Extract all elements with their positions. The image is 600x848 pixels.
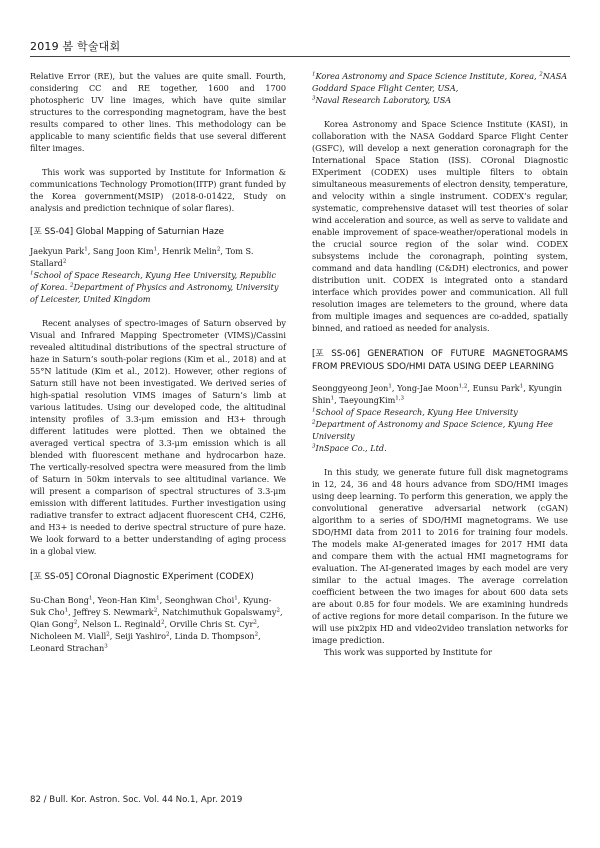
affil-sup: 2 — [312, 419, 316, 426]
author-sup: 2 — [253, 619, 257, 626]
author: Nelson L. Reginald — [82, 619, 161, 629]
affil-sup: 3 — [312, 443, 316, 450]
author: Yong-Jae Moon — [397, 383, 459, 393]
author: Jeffrey S. Newmark — [73, 607, 154, 617]
affiliation-1: School of Space Research, Kyung Hee University — [315, 407, 518, 417]
author: Natchimuthuk Gopalswamy — [162, 607, 277, 617]
author-list-ss06: Seonggyeong Jeon$^1$, Yong-Jae Moon$^{1,2}$, Eunsu Park$^1$, Kyungin Shin$^1$, TaeyoungKim$^{1,3}$ — [312, 383, 563, 405]
author-sup: 2 — [276, 607, 280, 614]
author: Eunsu Park — [472, 383, 520, 393]
affil-sup: 1 — [312, 71, 316, 78]
author: Yeon-Han Kim — [97, 595, 157, 605]
author-sup: 2 — [216, 246, 221, 253]
author-sup: 2 — [153, 607, 158, 614]
author: Henrik Melin — [162, 246, 217, 256]
author: Tom S. Stallard — [30, 246, 254, 268]
affil-sup: 1 — [312, 407, 316, 414]
author: Seiji Yashiro — [114, 631, 166, 641]
abstract-ss04: Recent analyses of spectro-images of Saturn observed by Visual and Infrared Mapping Spectrometer (VIMS)/Cassini revealed altitudinal distributions of the spectral structure of haze in Saturn’s south-polar regions (Kim et al., 2018) and at 55°N latitude (Kim et al., 2012). However, other regions of Saturn still have not been investigated. We derived series of high-spatial resolution VIMS images of Saturn’s limb at various latitudes. Using our developed code, the altitudinal intensity profiles of 3.3-μm emission and H3+ through different latitudes were plotted. Then we obtained the averaged vertical spectra of 3.3-μm emission which is all blended with fluorescent methane and hydrocarbon haze. The vertically-resolved spectra were measured from the limb of Saturn in 50km intervals to see altitudinal variance. We will present a comparison of spectral structures of 3.3-μm emission with different latitudes. Further investigation using radiative transfer to extract adjacent fluorescent CH4, C2H6, and H3+ is needed to derive spectral structure of pure haze. We look forward to a better understanding of aging process in a global view. — [30, 318, 286, 556]
author: Jaekyun Park — [30, 246, 85, 256]
affil-sup: 3 — [312, 95, 316, 102]
author: Nicholeen M. Viall — [30, 631, 107, 641]
author-sup: 1 — [156, 595, 160, 602]
affiliation-2: Department of Physics and Astronomy, University of Leicester, United Kingdom — [30, 282, 279, 304]
author: Linda D. Thompson — [174, 631, 255, 641]
right-column — [312, 70, 568, 658]
left-column — [30, 70, 286, 654]
author-sup: 1 — [84, 246, 88, 253]
acknowledgement-start-ss06: This work was supported by Institute for — [324, 647, 493, 657]
author: Seonghwan Choi — [164, 595, 235, 605]
author: Kyung-Suk Cho — [30, 595, 272, 617]
author-sup: 1 — [234, 595, 238, 602]
running-header: 2019 봄 학술대회 — [30, 40, 121, 53]
author-sup: 2 — [62, 258, 67, 265]
author-sup: 2 — [160, 619, 165, 626]
affiliation-ss04 — [30, 269, 286, 305]
author: TaeyoungKim — [339, 395, 396, 405]
acknowledgement-paragraph: This work was supported by Institute for Information & communications Technology Promotion(IITP) grant funded by the Korea government(MSIP) (2018-0-01422, Study on analysis and prediction technique of solar flares). — [30, 167, 286, 213]
affiliation-1: Korea Astronomy and Space Science Institute, Korea, — [315, 71, 537, 81]
author-sup: 1 — [330, 395, 335, 402]
author-sup: 1 — [519, 383, 524, 390]
abstract-ss06: In this study, we generate future full disk magnetograms in 12, 24, 36 and 48 hours advance from SDO/HMI images using deep learning. To perform this generation, we apply the convolutional generative adversarial network (cGAN) algorithm to a series of SDO/HMI magnetograms. We use SDO/HMI data from 2011 to 2016 for training four models. The models make AI-generated images for 2017 HMI data and compare them with the actual HMI magnetograms for evaluation. The AI-generated images by each model are very similar to the actual images. The average correlation coefficient between the two images for about 600 data sets are about 0.85 for four models. We are examining hundreds of active regions for more detail comparison. In the future we will use pix2pix HD and video2video translation networks for image prediction. — [312, 467, 568, 645]
section-title-ss06: [포 SS-06] GENERATION OF FUTURE MAGNETOGRAMS FROM PREVIOUS SDO/HMI DATA USING DEEP LEARNING — [312, 349, 568, 372]
affil-sup: 2 — [69, 282, 74, 289]
affiliation-2: NASA Goddard Space Flight Center, USA, — [312, 71, 568, 93]
author-sup: 2 — [165, 631, 170, 638]
author-sup: 2 — [254, 631, 259, 638]
abstract-ss05: Korea Astronomy and Space Science Institute (KASI), in collaboration with the NASA Goddard Sparce Flight Center (GSFC), will develop a next generation coronagraph for the International Space Station (ISS). COronal Diagnostic EXperiment (CODEX) uses multiple filters to obtain simultaneous measurements of electron density, temperature, and velocity within a single instrument. CODEX’s regular, systematic, comprehensive dataset will test theories of solar wind acceleration and source, as well as serve to validate and enable improvement of space-weather/operational models in the crucial source region of the solar wind. CODEX subsystems include the coronagraph, pointing system, command and data handling (C&DH) electronics, and power distribution unit. CODEX is integrated onto a standard interface which provides power and communication. All full resolution images are telemeters to the ground, where data from multiple images and sequences are co-added, spatially binned, and ratioed as needed for analysis. — [312, 119, 568, 333]
author-sup: 1 — [88, 595, 93, 602]
author-sup: 1,3 — [395, 395, 405, 402]
author-sup: 1 — [153, 246, 158, 253]
section-title-ss04: [포 SS-04] Global Mapping of Saturnian Haze — [30, 227, 225, 237]
author: Qian Gong — [30, 619, 74, 629]
affil-sup: 1 — [30, 270, 34, 277]
author-sup: 1 — [388, 383, 392, 390]
author-sup: 1 — [64, 607, 69, 614]
affiliation-1: School of Space Research, Kyung Hee University, Republic of Korea. — [30, 270, 277, 292]
affiliation-3: InSpace Co., Ltd. — [315, 443, 387, 453]
author-sup: 2 — [106, 631, 110, 638]
author: Sang Joon Kim — [92, 246, 154, 256]
author-sup: 2 — [73, 619, 78, 626]
author-sup: 1,2 — [458, 383, 468, 390]
affiliation-ss06 — [312, 406, 568, 454]
affiliation-ss05 — [312, 70, 568, 106]
header-rule — [30, 56, 570, 57]
affiliation-3: Naval Research Laboratory, USA — [315, 95, 452, 105]
section-title-ss05: [포 SS-05] COronal Diagnostic EXperiment (CODEX) — [30, 572, 254, 582]
page-footer: 82 / Bull. Kor. Astron. Soc. Vol. 44 No.1, Apr. 2019 — [30, 795, 243, 805]
author: Seonggyeong Jeon — [312, 383, 389, 393]
author: Orville Chris St. Cyr — [169, 619, 254, 629]
author: Kyungin Shin — [312, 383, 563, 405]
author-list-ss05: Su-Chan Bong$^1$, Yeon-Han Kim$^1$, Seonghwan Choi$^1$, Kyung-Suk Cho$^1$, Jeffrey S. Newmark$^2$, Natchimuthuk Gopalswamy$^2$, Qian Gong$^2$, Nelson L. Reginald$^2$, Orville Chris St. Cyr$^2$, Nicholeen M. Viall$^2$, Seiji Yashiro$^2$, Linda D. Thompson$^2$, Leonard Strachan$^3$ — [30, 595, 283, 653]
continued-paragraph: Relative Error (RE), but the values are quite small. Fourth, considering CC and RE together, 1600 and 1700 photospheric UV line images, which have quite similar structures to the corresponding magnetogram, have the best results compared to other lines. This methodology can be applicable to many scientific fields that use several different filter images. — [30, 71, 286, 153]
author: Leonard Strachan — [30, 643, 105, 653]
author-list-ss04: Jaekyun Park$^1$, Sang Joon Kim$^1$, Henrik Melin$^2$, Tom S. Stallard$^2$ — [30, 246, 254, 268]
author: Su-Chan Bong — [30, 595, 89, 605]
author-sup: 3 — [104, 643, 108, 650]
affil-sup: 2 — [539, 71, 543, 78]
affiliation-2: Department of Astronomy and Space Science, Kyung Hee University — [312, 419, 553, 441]
